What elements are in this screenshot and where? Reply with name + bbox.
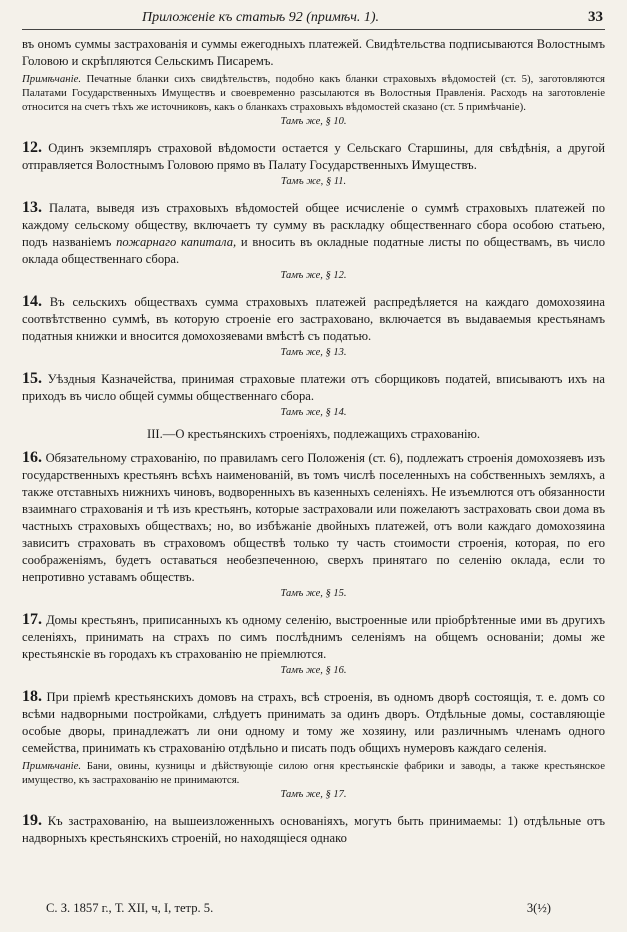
article-text: и вносить въ окладные податные листы по обществамъ, въ число оклада общественнаго сбора. <box>22 235 606 266</box>
source-ref-11: Тамъ же, § 11. <box>280 176 347 187</box>
article-15 <box>22 370 605 405</box>
signature-mark: 3(½) <box>526 901 551 915</box>
article-18 <box>22 688 605 757</box>
note-text: Бани, овины, кузницы и дѣйствующiе силою огня крестьянскiе фабрики и заводы, а также крестьянское имущество, къ застрахованiю не принимаются. <box>22 760 605 786</box>
page-footer <box>46 900 551 917</box>
note-2 <box>22 759 605 787</box>
paragraph-continued: въ ономъ суммы застрахованiя и суммы ежегодныхъ платежей. Свидѣтельства подписываются Волостнымъ Головою и скрѣпляются Сельскимъ Писаремъ. <box>22 37 605 68</box>
running-title: Приложенiе къ статьѣ 92 (примѣч. 1). <box>142 10 380 25</box>
source-ref-14: Тамъ же, § 14. <box>280 407 347 418</box>
article-text: Палата, выведя изъ страховыхъ вѣдомостей общее исчисленiе о суммѣ страховыхъ платежей по каждому сельскому обществу, включаетъ ту сумму въ раскладку общественнаго сбора особою статьею, подъ названiемъ <box>22 201 605 249</box>
article-text: Къ застрахованiю, на вышеизложенныхъ основанiяхъ, могутъ быть принимаемы: 1) отдѣльные отъ надворныхъ крестьянскихъ строенiй, но находящiеся однако <box>22 814 605 845</box>
article-14 <box>22 293 605 345</box>
section-heading: III.—О крестьянскихъ строенiяхъ, подлежащихъ страхованiю. <box>147 427 480 441</box>
article-13 <box>22 199 605 268</box>
article-19 <box>22 812 605 847</box>
note-label: Примѣчанiе. <box>22 760 82 772</box>
article-text: При прiемѣ крестьянскихъ домовъ на страхъ, всѣ строенiя, въ одномъ дворѣ состоящiя, т. е. домъ со всѣми надворными постройками, слѣдуетъ принимать за одинъ дворъ. Отдѣльные домы, составляющiе особые дворы, принадлежатъ ли они одному и тому же хозяину, или различнымъ членамъ одного семейства, принимать къ страхованiю отдѣльно и писать подъ общихъ нумеровъ каждаго селенiя. <box>22 690 605 755</box>
article-number: 18. <box>22 688 42 705</box>
page-number: 33 <box>588 9 603 25</box>
article-number: 15. <box>22 370 42 387</box>
article-text: Обязательному страхованiю, по правиламъ сего Положенiя (ст. 6), подлежатъ строенiя домохозяевъ изъ государственныхъ крестьянъ всѣхъ наименованiй, въ томъ числѣ поселенныхъ на собственныхъ земляхъ, а также отставныхъ нижнихъ чиновъ, водворенныхъ въ казенныхъ селенiяхъ. Не изъемлются отъ обязанности взаимнаго страхованiя и тѣ изъ крестьянъ, которые застраховали или пожелаютъ застраховать свои дома въ частныхъ страховыхъ обществахъ; но, во избѣжанiе двойныхъ платежей, отъ воли каждаго домохозяина зависитъ страховать въ страховомъ обществѣ только ту часть стоимости строенiя, которая, по его соображенiямъ, будетъ оставаться необезпеченною, сверхъ принятаго по селенiю оклада, если то непротивно уставамъ обществъ. <box>22 451 605 584</box>
article-text: Уѣздныя Казначейства, принимая страховые платежи отъ сборщиковъ податей, вписываютъ ихъ на приходъ въ число общей суммы общественнаго сбора. <box>22 372 605 403</box>
running-header <box>22 8 605 30</box>
note-text: Печатные бланки сихъ свидѣтельствъ, подобно какъ бланки страховыхъ вѣдомостей (ст. 5), заготовляются Палатами Государственныхъ Имуществъ и своевременно разсылаются въ Волостныя Правленiя. Расходъ на заготовленiе относится на счетъ тѣхъ же источниковъ, какъ о бланкахъ страховыхъ вѣдомостей сказано (ст. 5 примѣчанiе). <box>22 73 605 113</box>
source-ref-17: Тамъ же, § 17. <box>280 789 347 800</box>
source-ref-12: Тамъ же, § 12. <box>280 270 347 281</box>
source-ref-10: Тамъ же, § 10. <box>280 116 347 127</box>
article-number: 13. <box>22 199 42 216</box>
article-text: Въ сельскихъ обществахъ сумма страховыхъ платежей распредѣляется на каждаго домохозяина соотвѣтственно суммѣ, въ которую строенiе его застраховано, включается въ выдаваемыя крестьянамъ податныя книжки и вносится домохозяевами вмѣстѣ съ податью. <box>22 295 605 343</box>
article-number: 16. <box>22 449 42 466</box>
article-number: 17. <box>22 611 42 628</box>
article-number: 12. <box>22 139 42 156</box>
source-ref-13: Тамъ же, § 13. <box>280 347 347 358</box>
footer-citation: С. З. 1857 г., Т. XII, ч, I, тетр. 5. <box>46 901 214 915</box>
source-ref-16: Тамъ же, § 16. <box>280 665 347 676</box>
article-text: Домы крестьянъ, приписанныхъ къ одному селенiю, выстроенные или прiобрѣтенные ими въ другихъ селенiяхъ, принимать на страхъ по симъ послѣднимъ селенiямъ на общемъ основанiи; домы же крестьянскiе въ городахъ къ страхованiю не прiемлются. <box>22 613 605 661</box>
article-emphasis: пожарнаго капитала, <box>116 235 237 249</box>
page-body <box>22 36 605 847</box>
note-label: Примѣчанiе. <box>22 73 82 85</box>
article-number: 19. <box>22 812 42 829</box>
article-17 <box>22 611 605 663</box>
source-ref-15: Тамъ же, § 15. <box>280 588 347 599</box>
article-12 <box>22 139 605 174</box>
article-16 <box>22 449 605 586</box>
note-1 <box>22 72 605 114</box>
article-number: 14. <box>22 293 42 310</box>
article-text: Одинъ экземпляръ страховой вѣдомости остается у Сельскаго Старшины, для свѣдѣнiя, а другой отправляется Волостнымъ Головою прямо въ Палату Государственныхъ Имуществъ. <box>22 141 605 172</box>
